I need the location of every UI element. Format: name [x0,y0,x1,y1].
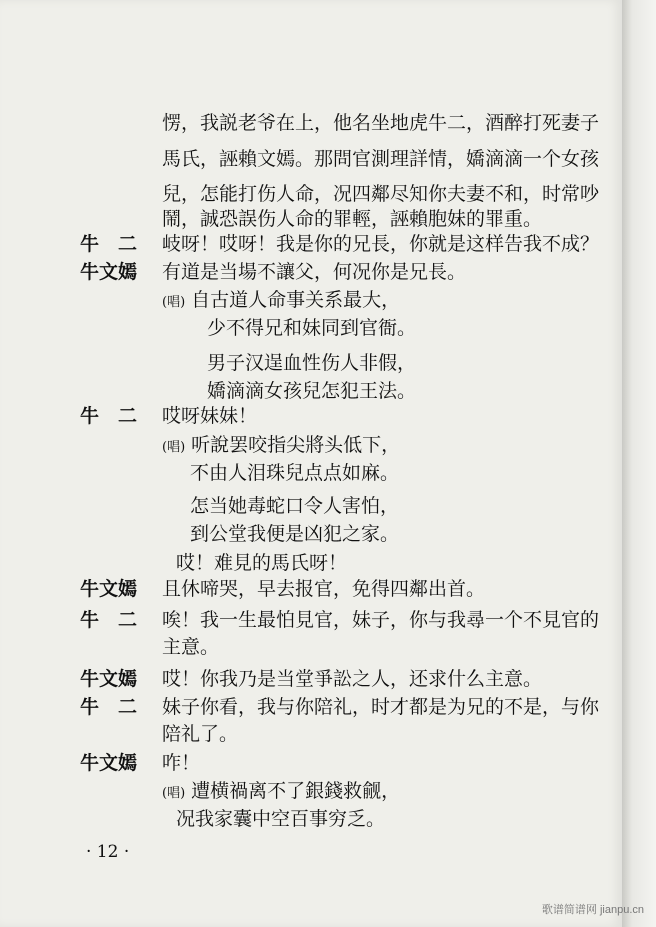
text-line: 哎！难見的馬氏呀！ [176,552,348,574]
song-line: 男子汉逞血性伤人非假， [207,352,417,374]
text-line: 咋！ [162,752,201,774]
song-line: 嬌滴滴女孩兒怎犯王法。 [207,380,417,402]
song-line: 不由人泪珠兒点点如麻。 [190,462,400,484]
speaker-label: 牛 二 [80,696,138,718]
song-line [162,430,400,457]
text-line: 主意。 [162,636,220,658]
song-line: 况我家囊中空百事穷乏。 [176,808,386,830]
text-line: 且休啼哭，早去报官，免得四鄰出首。 [162,578,486,600]
watermark: 歌谱简谱网 jianpu.cn [541,904,644,916]
speaker-label: 牛文嫣 [80,578,138,600]
text-line: 馬氏，誣賴文嫣。那問官測理詳情，嬌滴滴一个女孩 [162,148,600,170]
speaker-label: 牛 二 [80,405,138,427]
text-line: 愣，我説老爷在上，他名坐地虎牛二，酒醉打死妻子 [162,112,600,134]
song-text: 自古道人命事关系最大， [191,289,401,311]
text-line: 哎！你我乃是当堂爭訟之人，还求什么主意。 [162,668,543,690]
text-line: 唉！我一生最怕見官，妹子，你与我尋一个不見官的 [162,609,600,631]
speaker-label: 牛文嫣 [80,668,138,690]
text-line: 有道是当場不讓父，何况你是兄長。 [162,261,467,283]
sing-marker: (唱) [162,295,186,310]
song-text: 听說罢咬指尖將头低下， [191,434,401,456]
page-edge [622,0,656,927]
sing-marker: (唱) [162,440,186,455]
speaker-label: 牛文嫣 [80,752,138,774]
song-line: 少不得兄和妹同到官衙。 [207,317,417,339]
song-line [162,776,400,803]
song-line [162,285,400,312]
page-number: · 12 · [86,842,130,862]
text-line: 鬧，誠恐誤伤人命的罪輕，誣賴胞妹的罪重。 [162,208,543,230]
speaker-label: 牛 二 [80,233,138,255]
speaker-label: 牛文嫣 [80,261,138,283]
sing-marker: (唱) [162,786,186,801]
song-line: 怎当她毒蛇口令人害怕， [190,495,400,517]
text-line: 陪礼了。 [162,723,239,745]
song-line: 到公堂我便是凶犯之家。 [190,523,400,545]
text-line: 岐呀！哎呀！我是你的兄長，你就是这样告我不成？ [162,233,600,255]
text-line: 兒，怎能打伤人命，况四鄰尽知你夫妻不和，时常吵 [162,183,600,205]
speaker-label: 牛 二 [80,609,138,631]
text-line: 哎呀妹妹！ [162,405,258,427]
text-line: 妹子你看，我与你陪礼，时才都是为兄的不是，与你 [162,696,600,718]
song-text: 遭横禍离不了銀錢救觎， [191,780,401,802]
